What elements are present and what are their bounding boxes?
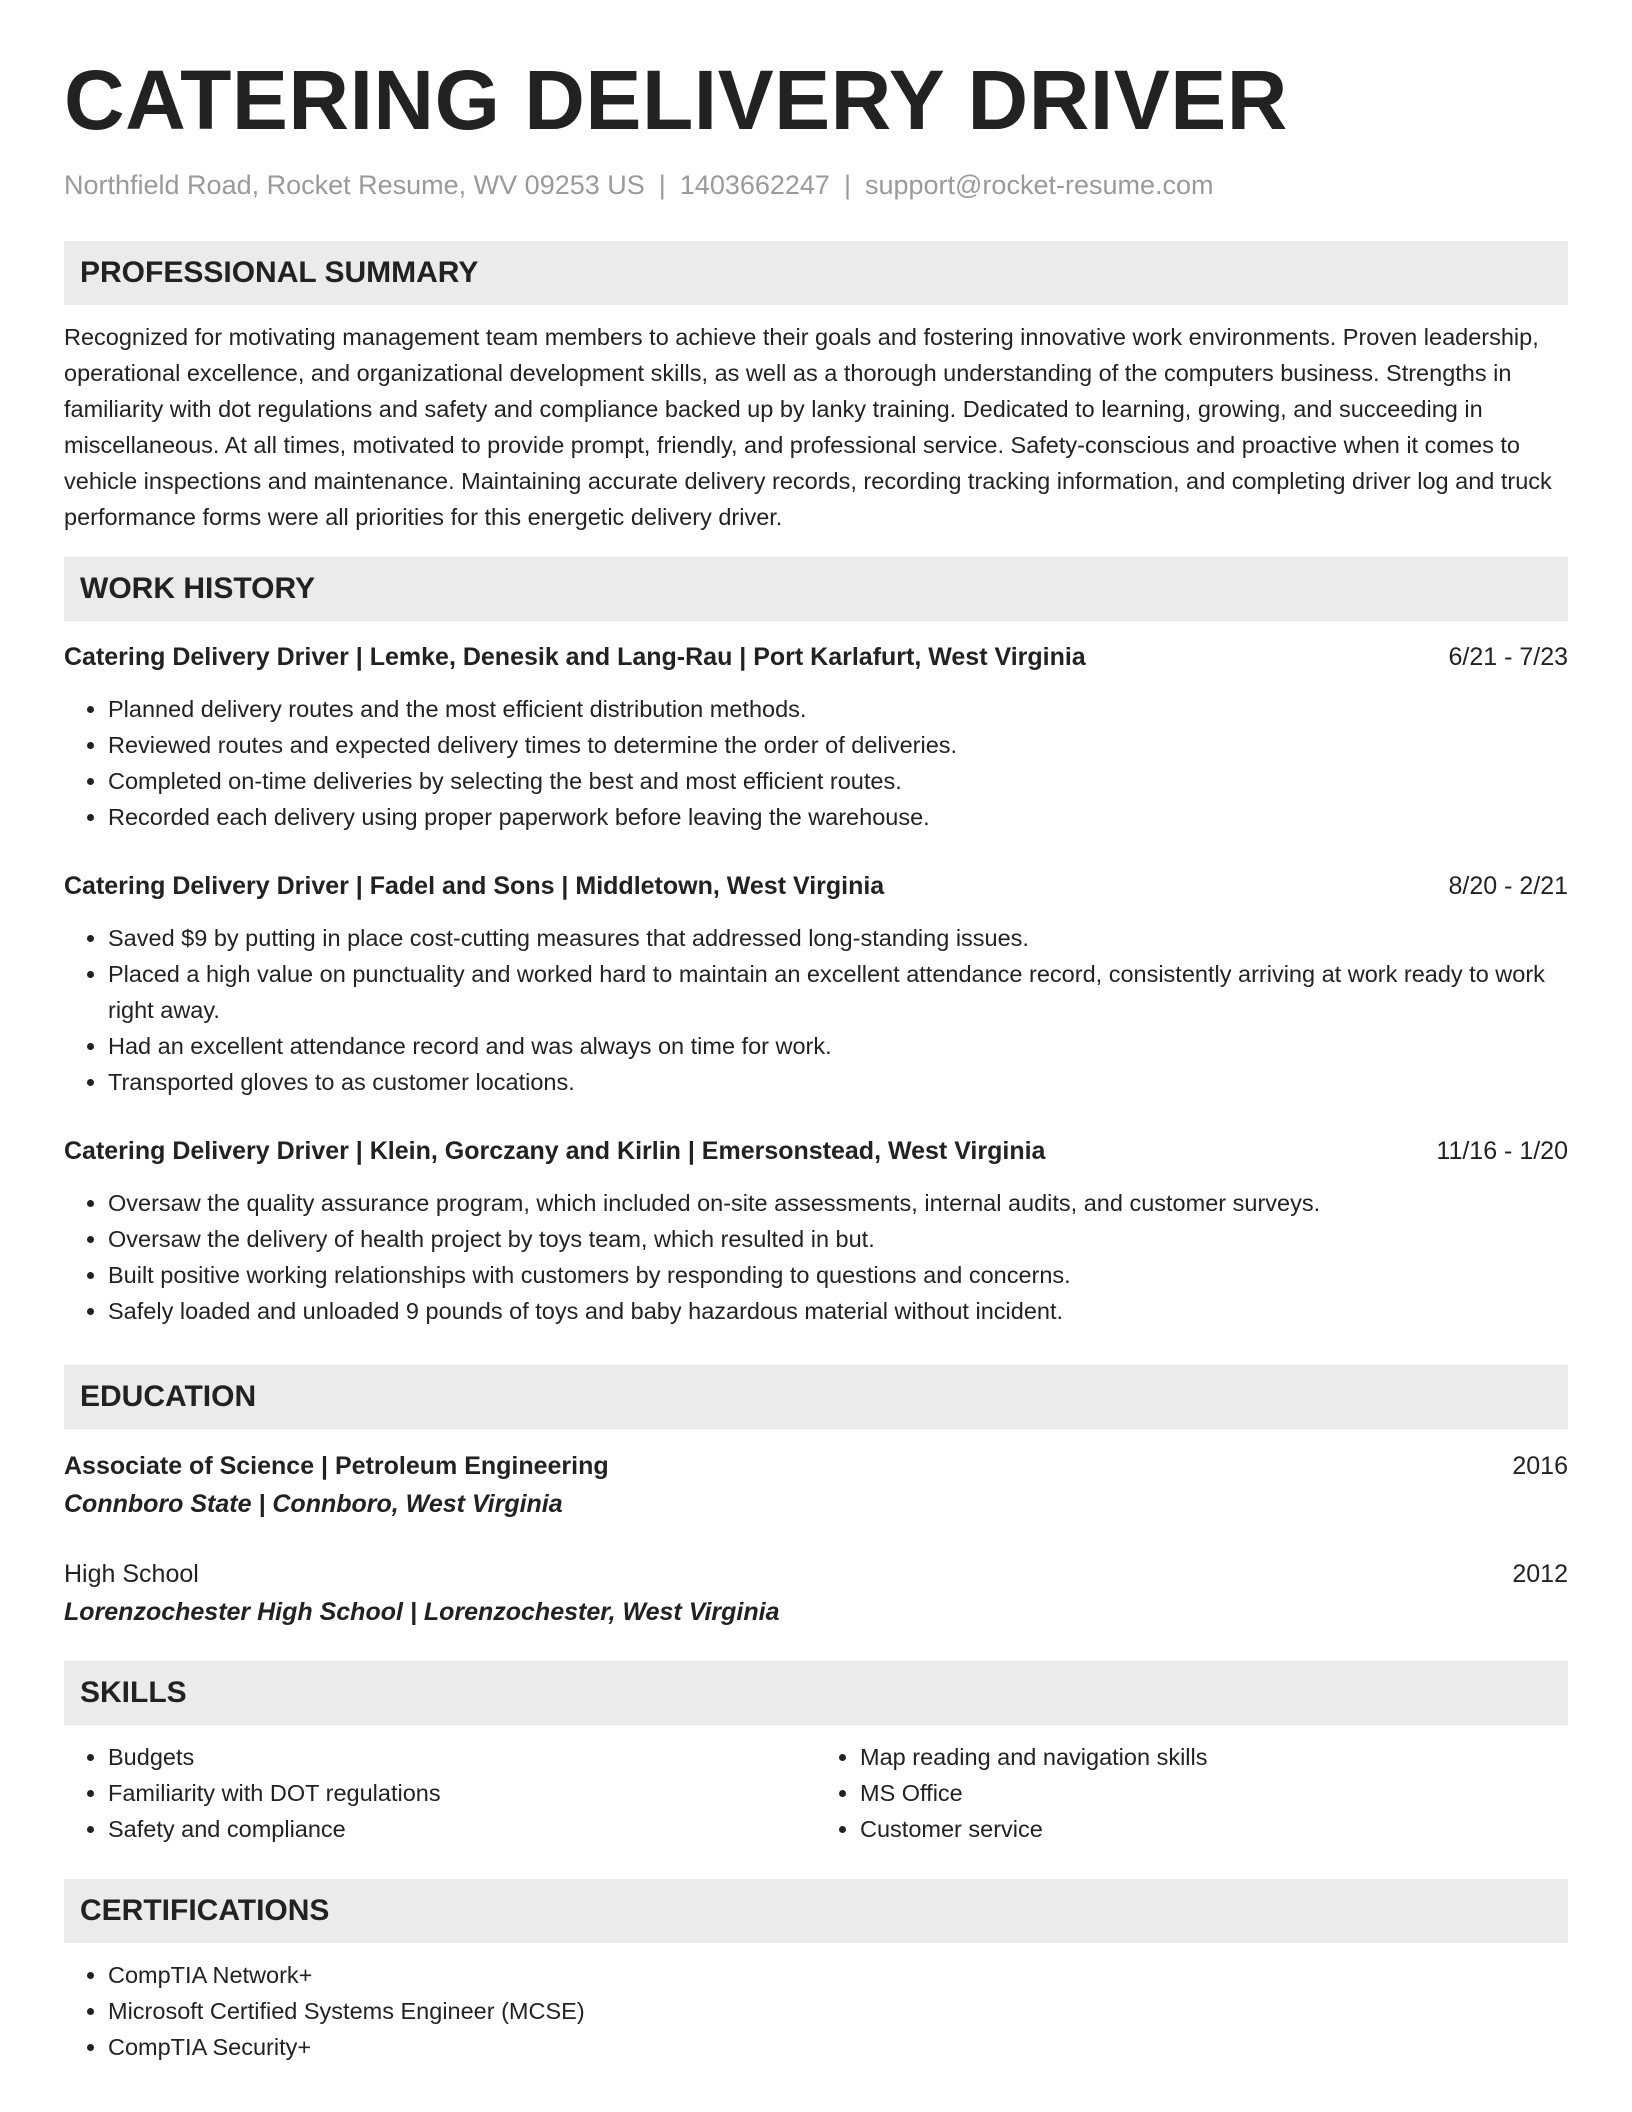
certification-item: • CompTIA Network+	[108, 1957, 1568, 1993]
section-heading-summary: PROFESSIONAL SUMMARY	[64, 241, 1568, 305]
section-heading-work-history: WORK HISTORY	[64, 557, 1568, 621]
job-bullets	[64, 691, 1568, 835]
skills-column-right	[816, 1739, 1568, 1847]
skills-column-left	[64, 1739, 816, 1847]
education-school: Lorenzochester High School | Lorenzochester, West Virginia	[64, 1598, 780, 1627]
skill-item: • Safety and compliance	[108, 1811, 816, 1847]
job-header	[64, 639, 1568, 675]
section-heading-skills: SKILLS	[64, 1661, 1568, 1725]
job-entry	[64, 639, 1568, 835]
certifications-list	[64, 1957, 1568, 2065]
education-entry	[64, 1555, 1568, 1631]
job-bullet: • Had an excellent attendance record and was always on time for work.	[108, 1028, 1568, 1064]
education-header	[64, 1555, 1568, 1593]
skill-item: • Familiarity with DOT regulations	[108, 1775, 816, 1811]
job-dates: 8/20 - 2/21	[1448, 872, 1568, 901]
education-entry	[64, 1447, 1568, 1523]
section-heading-education: EDUCATION	[64, 1365, 1568, 1429]
job-bullets	[64, 920, 1568, 1100]
job-bullet: • Oversaw the delivery of health project by toys team, which resulted in but.	[108, 1221, 1568, 1257]
job-title: Catering Delivery Driver | Lemke, Denesik and Lang-Rau | Port Karlafurt, West Virginia	[64, 643, 1086, 672]
contact-separator: |	[658, 170, 666, 200]
skill-item: • Map reading and navigation skills	[860, 1739, 1568, 1775]
skill-item: • MS Office	[860, 1775, 1568, 1811]
job-bullet: • Planned delivery routes and the most efficient distribution methods.	[108, 691, 1568, 727]
job-bullet: • Saved $9 by putting in place cost-cutting measures that addressed long-standing issues.	[108, 920, 1568, 956]
job-entry	[64, 868, 1568, 1100]
contact-phone: 1403662247	[679, 170, 830, 200]
job-title: Catering Delivery Driver | Fadel and Sons | Middletown, West Virginia	[64, 872, 885, 901]
section-heading-certifications: CERTIFICATIONS	[64, 1879, 1568, 1943]
job-dates: 11/16 - 1/20	[1436, 1137, 1568, 1166]
resume-name: CATERING DELIVERY DRIVER	[64, 53, 1288, 147]
certification-item: • Microsoft Certified Systems Engineer (MCSE)	[108, 1993, 1568, 2029]
job-title: Catering Delivery Driver | Klein, Gorczany and Kirlin | Emersonstead, West Virginia	[64, 1137, 1046, 1166]
job-bullets	[64, 1185, 1568, 1329]
job-bullet: • Built positive working relationships with customers by responding to questions and concerns.	[108, 1257, 1568, 1293]
skills-list	[64, 1739, 1568, 1847]
summary-text: Recognized for motivating management team members to achieve their goals and fostering innovative work environments. Proven leadership, operational excellence, and organizational development skills, as well as a thorough understanding of the computers business. Strengths in familiarity with dot regulations and safety and compliance backed up by lanky training. Dedicated to learning, growing, and succeeding in miscellaneous. At all times, motivated to provide prompt, friendly, and professional service. Safety-conscious and proactive when it comes to vehicle inspections and maintenance. Maintaining accurate delivery records, recording tracking information, and completing driver log and truck performance forms were all priorities for this energetic delivery driver.	[64, 324, 1552, 531]
certification-item: • CompTIA Security+	[108, 2029, 1568, 2065]
education-year: 2012	[1512, 1560, 1568, 1589]
job-bullet: • Oversaw the quality assurance program, which included on-site assessments, internal audits, and customer surveys.	[108, 1185, 1568, 1221]
job-bullet: • Completed on-time deliveries by selecting the best and most efficient routes.	[108, 763, 1568, 799]
job-entry	[64, 1133, 1568, 1329]
job-bullet: • Reviewed routes and expected delivery times to determine the order of deliveries.	[108, 727, 1568, 763]
job-bullet: • Safely loaded and unloaded 9 pounds of toys and baby hazardous material without incident.	[108, 1293, 1568, 1329]
contact-separator: |	[843, 170, 851, 200]
education-degree: Associate of Science | Petroleum Engineering	[64, 1452, 609, 1481]
contact-line	[64, 168, 1568, 203]
education-year: 2016	[1512, 1452, 1568, 1481]
education-degree: High School	[64, 1560, 199, 1589]
contact-address: Northfield Road, Rocket Resume, WV 09253 US	[64, 170, 645, 200]
job-dates: 6/21 - 7/23	[1448, 643, 1568, 672]
skill-item: • Budgets	[108, 1739, 816, 1775]
education-header	[64, 1447, 1568, 1485]
education-school: Connboro State | Connboro, West Virginia	[64, 1490, 563, 1519]
job-header	[64, 1133, 1568, 1169]
contact-email[interactable]: support@rocket-resume.com	[864, 170, 1214, 200]
job-bullet: • Placed a high value on punctuality and worked hard to maintain an excellent attendance record, consistently arriving at work ready to work right away.	[108, 956, 1568, 1028]
job-header	[64, 868, 1568, 904]
job-bullet: • Recorded each delivery using proper paperwork before leaving the warehouse.	[108, 799, 1568, 835]
job-bullet: • Transported gloves to as customer locations.	[108, 1064, 1568, 1100]
skill-item: • Customer service	[860, 1811, 1568, 1847]
